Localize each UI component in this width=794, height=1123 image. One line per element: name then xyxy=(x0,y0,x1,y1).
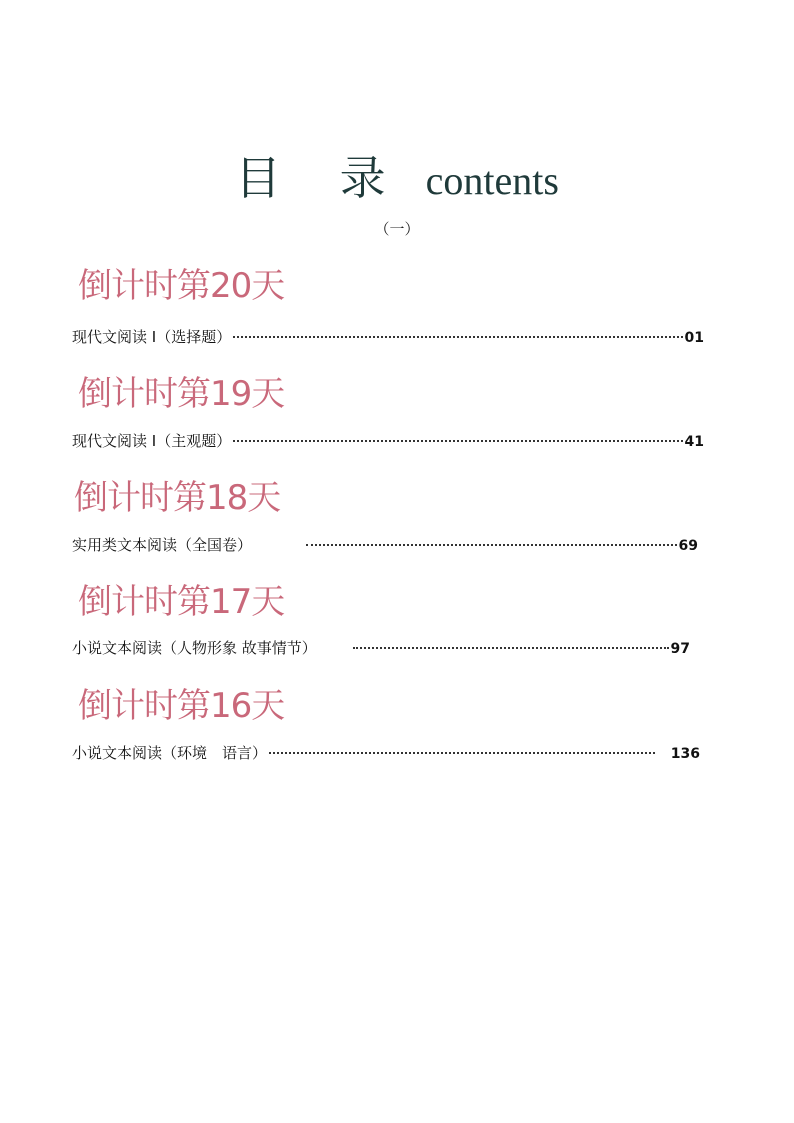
day-heading: 倒计时第17天 xyxy=(78,582,285,622)
toc-entry[interactable] xyxy=(72,430,704,451)
toc-entry-label: 小说文本阅读（环境 语言） xyxy=(72,744,268,762)
toc-entry-label: 实用类文本阅读（全国卷） xyxy=(72,536,253,554)
day-heading: 倒计时第20天 xyxy=(78,266,285,306)
toc-entry[interactable] xyxy=(72,637,690,658)
day-heading: 倒计时第19天 xyxy=(78,374,285,414)
toc-entry-label: 现代文阅读 I（选择题） xyxy=(72,328,232,346)
toc-page-number: 01 xyxy=(684,330,704,346)
toc-title xyxy=(0,142,794,208)
toc-page-number: 69 xyxy=(678,538,698,554)
toc-entry-label: 小说文本阅读（人物形象 故事情节） xyxy=(72,639,317,657)
day-heading: 倒计时第18天 xyxy=(74,478,281,518)
leader-dots xyxy=(233,440,682,442)
toc-page-number: 41 xyxy=(684,434,704,450)
title-english: contents xyxy=(425,158,559,203)
part-label: （一） xyxy=(374,220,420,238)
leader-dots xyxy=(353,647,669,649)
toc-entry[interactable] xyxy=(72,742,700,763)
leader-dots xyxy=(269,752,655,754)
toc-page-number: 136 xyxy=(670,746,700,762)
day-heading: 倒计时第16天 xyxy=(78,686,285,726)
leader-dots xyxy=(233,336,682,338)
title-chinese: 目 录 xyxy=(235,151,408,205)
toc-page-number: 97 xyxy=(670,641,690,657)
toc-entry[interactable] xyxy=(72,534,698,555)
toc-entry[interactable] xyxy=(72,326,704,347)
toc-entry-label: 现代文阅读 I（主观题） xyxy=(72,432,232,450)
leader-dots xyxy=(306,544,677,546)
